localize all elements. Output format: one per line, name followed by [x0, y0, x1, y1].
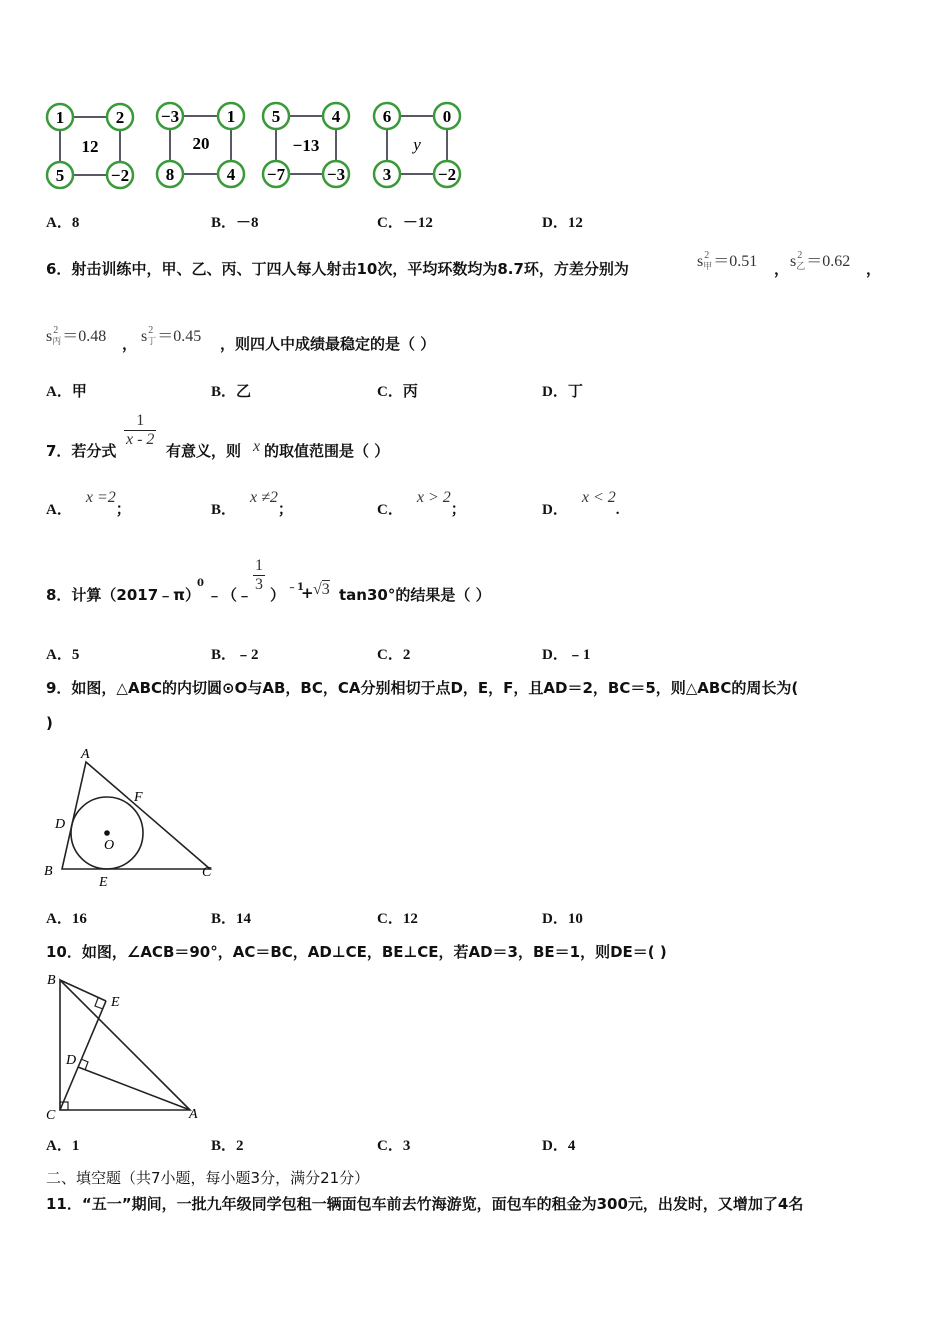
- q8-option-a[interactable]: A．5: [46, 647, 80, 663]
- q5-option-a[interactable]: A．8: [46, 215, 80, 231]
- puzzle-square-4: [374, 103, 460, 187]
- q8-plus: +: [301, 584, 314, 602]
- q10-option-d[interactable]: D．4: [542, 1138, 576, 1154]
- puzzle-1-tr: 2: [115, 108, 125, 127]
- puzzle-2-tl: −3: [160, 107, 180, 126]
- puzzle-4-tr: 0: [442, 107, 452, 126]
- puzzle-3-bl: −7: [266, 165, 286, 184]
- q6-variance-yi: $s_乙^2 =0.62$: [790, 250, 851, 271]
- q8-fraction: [253, 557, 265, 593]
- q8-option-c[interactable]: C．2: [377, 647, 411, 663]
- q9-label-b: B: [44, 864, 53, 879]
- q10-label-c: C: [46, 1108, 56, 1123]
- q10-option-c[interactable]: C．3: [377, 1138, 411, 1154]
- puzzle-square-3: [263, 103, 349, 187]
- puzzle-1-bl: 5: [55, 166, 65, 185]
- q6-question-tail: ，则四人中成绩最稳定的是（ ）: [220, 335, 436, 353]
- q10-right-triangle-figure: [40, 965, 215, 1125]
- q7-option-c[interactable]: C．x > 2；: [377, 489, 466, 518]
- q10-label-a: A: [189, 1107, 198, 1122]
- puzzle-square-2: [157, 103, 244, 187]
- puzzle-4-center: y: [413, 135, 421, 154]
- q10-label-b: B: [47, 973, 56, 988]
- q7-option-a[interactable]: A．x =2；: [46, 489, 131, 518]
- q9-label-o: O: [104, 838, 115, 853]
- q7-fraction-numerator: 1: [124, 412, 156, 431]
- q7-fraction-denominator: x - 2: [126, 430, 155, 448]
- q7-question-mid: 有意义，则: [166, 442, 242, 460]
- puzzle-4-bl: 3: [382, 165, 392, 184]
- puzzle-2-center: 20: [192, 134, 210, 153]
- puzzle-3-br: −3: [326, 165, 346, 184]
- q8-minus-open: ﹣（﹣: [207, 586, 253, 604]
- q9-label-e: E: [99, 875, 108, 890]
- puzzle-2-br: 4: [226, 165, 236, 184]
- puzzle-4-br: −2: [437, 165, 457, 184]
- puzzle-3-tr: 4: [331, 107, 341, 126]
- q7-question-tail: 的取值范围是（ ）: [264, 442, 390, 460]
- q9-option-a[interactable]: A．16: [46, 911, 87, 927]
- q6-option-a[interactable]: A．甲: [46, 384, 87, 400]
- q9-label-f: F: [134, 790, 143, 805]
- q5-option-c[interactable]: C．－12: [377, 215, 433, 231]
- q9-question-close-paren: ): [46, 714, 53, 732]
- q5-option-b[interactable]: B．－8: [211, 215, 259, 231]
- puzzle-1-center: 12: [81, 137, 99, 156]
- q6-option-c[interactable]: C．丙: [377, 384, 418, 400]
- q10-label-e: E: [111, 995, 120, 1010]
- q10-option-b[interactable]: B．2: [211, 1138, 244, 1154]
- q6-option-d[interactable]: D．丁: [542, 384, 583, 400]
- puzzle-2-bl: 8: [165, 165, 175, 184]
- q6-question-text: 6．射击训练中，甲、乙、丙、丁四人每人射击10次，平均环数均为8.7环，方差分别为: [46, 260, 629, 278]
- q9-option-d[interactable]: D．10: [542, 911, 583, 927]
- q6-comma-1: ，: [774, 260, 790, 278]
- puzzle-1-tl: 1: [55, 108, 65, 127]
- puzzle-1-br: −2: [110, 166, 130, 185]
- q9-label-c: C: [202, 865, 212, 880]
- q5-option-d[interactable]: D．12: [542, 215, 583, 231]
- q7-question-prefix: 7．若分式: [46, 442, 117, 460]
- q9-triangle-incircle-figure: [40, 742, 225, 892]
- q6-comma-2: ，: [866, 260, 882, 278]
- q10-question-text: 10．如图，∠ACB＝90°，AC＝BC，AD⊥CE，BE⊥CE，若AD＝3，BE＝1，则DE＝( ): [46, 943, 667, 961]
- q8-option-d[interactable]: D．﹣1: [542, 647, 591, 663]
- q11-question-text: 11．“五一”期间，一批九年级同学包租一辆面包车前去竹海游览，面包车的租金为300元，出发时，又增加了4名: [46, 1195, 804, 1213]
- q6-comma-3: ，: [122, 335, 138, 353]
- q10-label-d: D: [66, 1053, 77, 1068]
- q10-option-a[interactable]: A．1: [46, 1138, 80, 1154]
- q6-option-b[interactable]: B．乙: [211, 384, 252, 400]
- q9-question-text: 9．如图，△ABC的内切圆⊙O与AB，BC，CA分别相切于点D，E，F，且AD＝2，BC＝5，则△ABC的周长为(: [46, 679, 799, 697]
- q7-option-d[interactable]: D．x < 2.: [542, 489, 620, 518]
- q9-option-b[interactable]: B．14: [211, 911, 252, 927]
- q7-fraction: [124, 412, 156, 448]
- puzzle-4-tl: 6: [382, 107, 392, 126]
- q6-variance-ding: $s_丁^2 =0.45$: [141, 325, 202, 346]
- q6-variance-bing: $s_丙^2 =0.48$: [46, 325, 107, 346]
- q8-exponent-neg-one: ﹣1: [287, 582, 304, 593]
- q8-sqrt-three: √3: [313, 581, 330, 598]
- puzzle-3-tl: 5: [271, 107, 281, 126]
- q9-label-d: D: [55, 817, 66, 832]
- number-square-puzzle: [40, 98, 480, 193]
- puzzle-3-center: −13: [292, 136, 320, 155]
- q9-label-a: A: [81, 747, 90, 762]
- q9-option-c[interactable]: C．12: [377, 911, 418, 927]
- q8-fraction-numerator: 1: [255, 557, 263, 574]
- puzzle-square-1: [47, 104, 133, 188]
- q8-close-paren: ）: [270, 586, 286, 604]
- q7-variable: x: [253, 438, 261, 455]
- q7-option-b[interactable]: B．x ≠2；: [211, 489, 293, 518]
- q6-variance-jia: $s_甲^2 =0.51$: [697, 250, 758, 271]
- q8-question-prefix: 8．计算（2017﹣π）: [46, 586, 201, 604]
- q8-option-b[interactable]: B．﹣2: [211, 647, 259, 663]
- q8-fraction-denominator: 3: [255, 575, 263, 593]
- q8-exponent-zero: 0: [197, 578, 204, 589]
- section-2-heading: 二、填空题（共7小题，每小题3分，满分21分）: [46, 1169, 370, 1187]
- q8-question-tail: tan30°的结果是（ ）: [339, 586, 491, 604]
- puzzle-2-tr: 1: [226, 107, 236, 126]
